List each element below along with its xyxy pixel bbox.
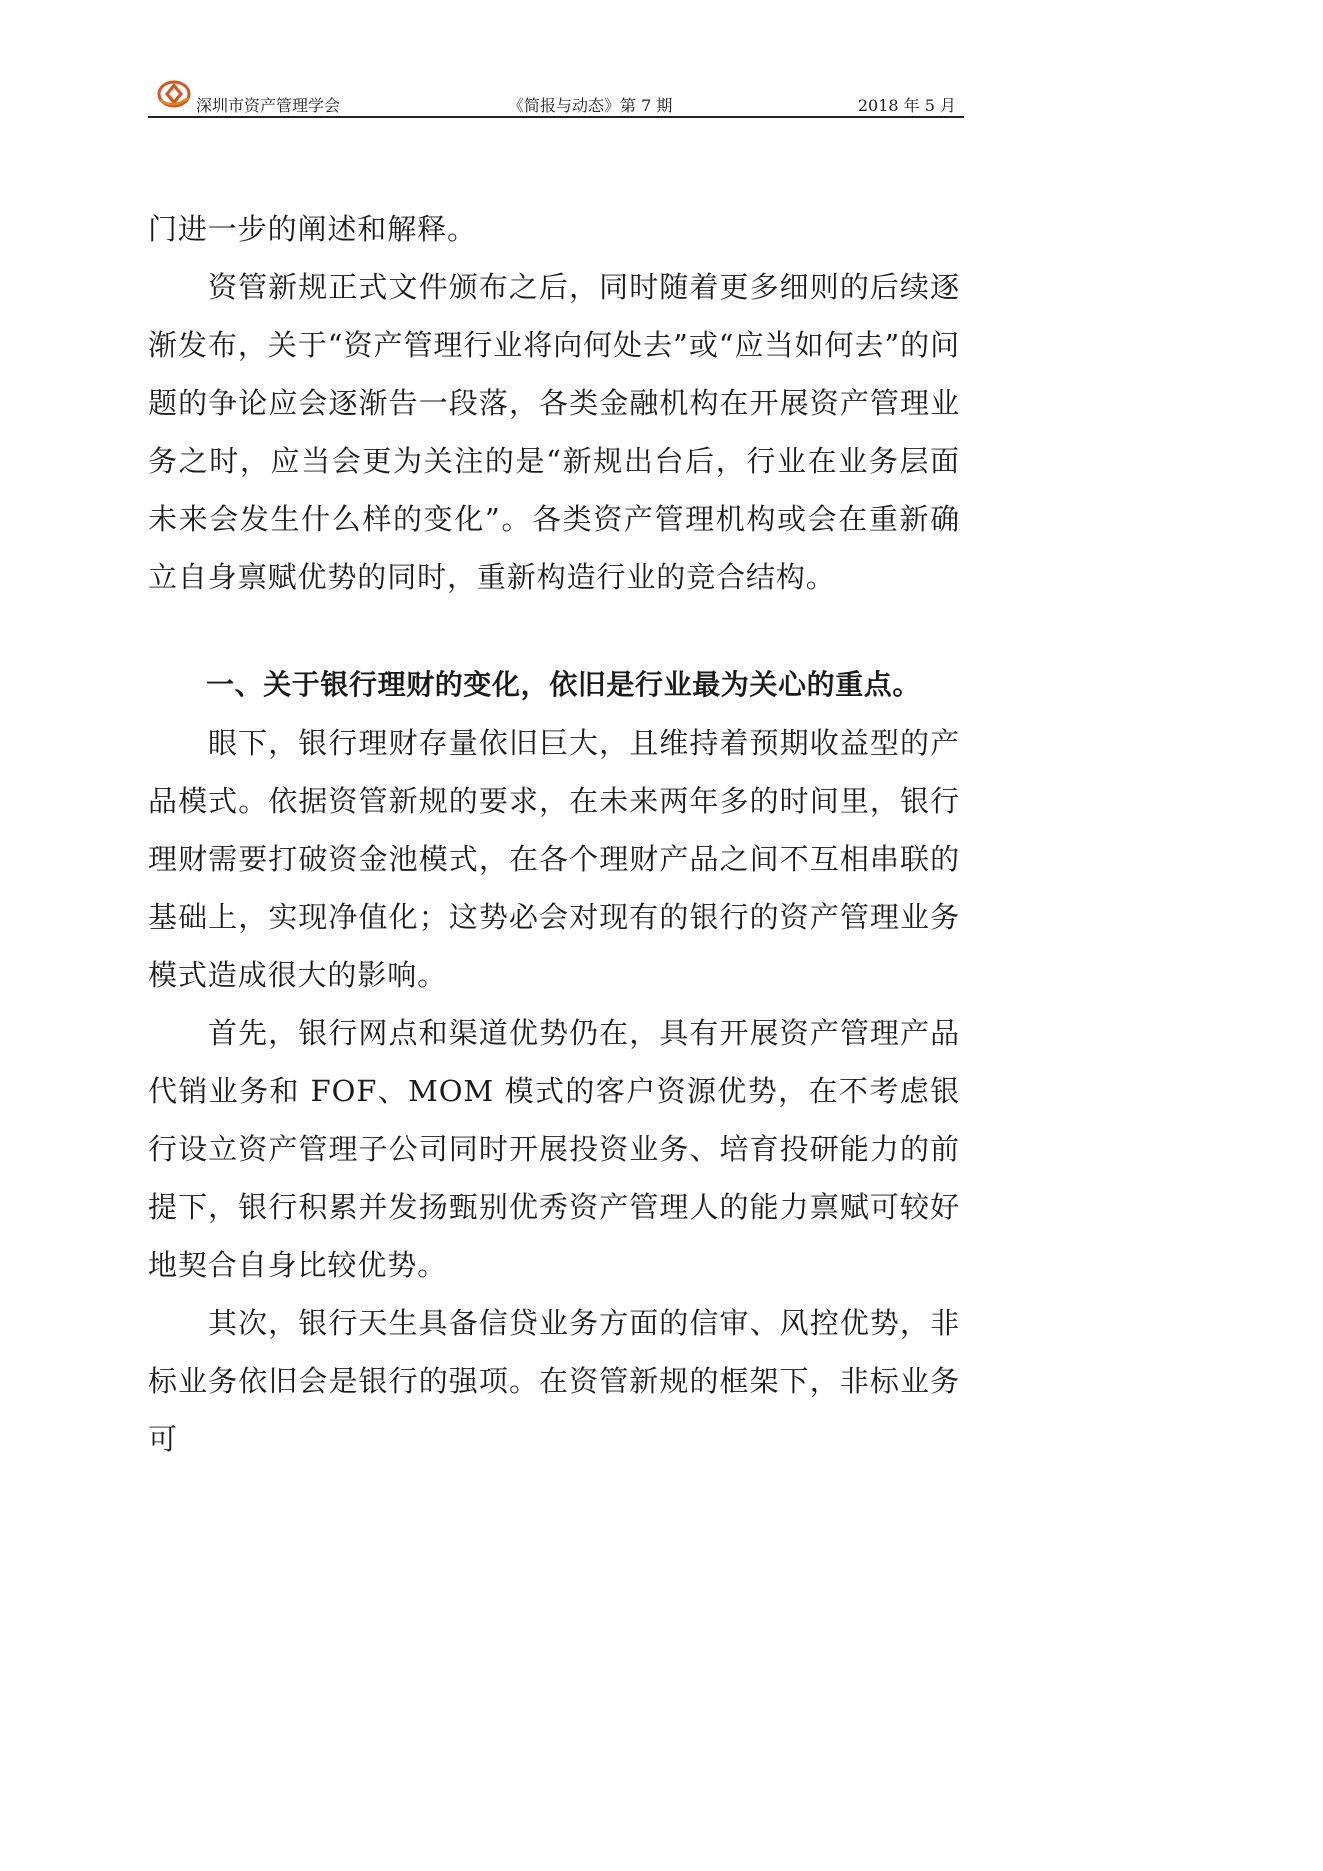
paragraph-second: 其次，银行天生具备信贷业务方面的信审、风控优势，非标业务依旧会是银行的强项。在资管新规的框架下，非标业务可 — [148, 1306, 960, 1456]
article-body — [148, 200, 960, 1468]
paragraph-continued: 门进一步的阐述和解释。 — [148, 212, 477, 246]
issue-date: 2018 年 5 月 — [857, 96, 956, 115]
section-heading: 一、关于银行理财的变化，依旧是行业最为关心的重点。 — [206, 668, 922, 701]
issue-title: 《简报与动态》第 7 期 — [508, 96, 673, 115]
page-header — [148, 76, 964, 116]
paragraph-bank-wealth: 眼下，银行理财存量依旧巨大，且维持着预期收益型的产品模式。依据资管新规的要求，在未来两年多的时间里，银行理财需要打破资金池模式，在各个理财产品之间不互相串联的基础上，实现净值化；这势必会对现有的银行的资产管理业务模式造成很大的影响。 — [148, 726, 960, 992]
organization-name: 深圳市资产管理学会 — [196, 96, 341, 115]
paragraph-first: 首先，银行网点和渠道优势仍在，具有开展资产管理产品代销业务和 FOF、MOM 模式的客户资源优势，在不考虑银行设立资产管理子公司同时开展投资业务、培育投研能力的前提下，银行积累并发扬甄别优秀资产管理人的能力禀赋可较好地契合自身比较优势。 — [148, 1016, 960, 1282]
header-rule — [148, 116, 964, 118]
paragraph-intro: 资管新规正式文件颁布之后，同时随着更多细则的后续逐渐发布，关于“资产管理行业将向何处去”或“应当如何去”的问题的争论应会逐渐告一段落，各类金融机构在开展资产管理业务之时，应当会更为关注的是“新规出台后，行业在业务层面未来会发生什么样的变化”。各类资产管理机构或会在重新确立自身禀赋优势的同时，重新构造行业的竞合结构。 — [148, 270, 960, 594]
society-logo-icon — [156, 78, 192, 108]
